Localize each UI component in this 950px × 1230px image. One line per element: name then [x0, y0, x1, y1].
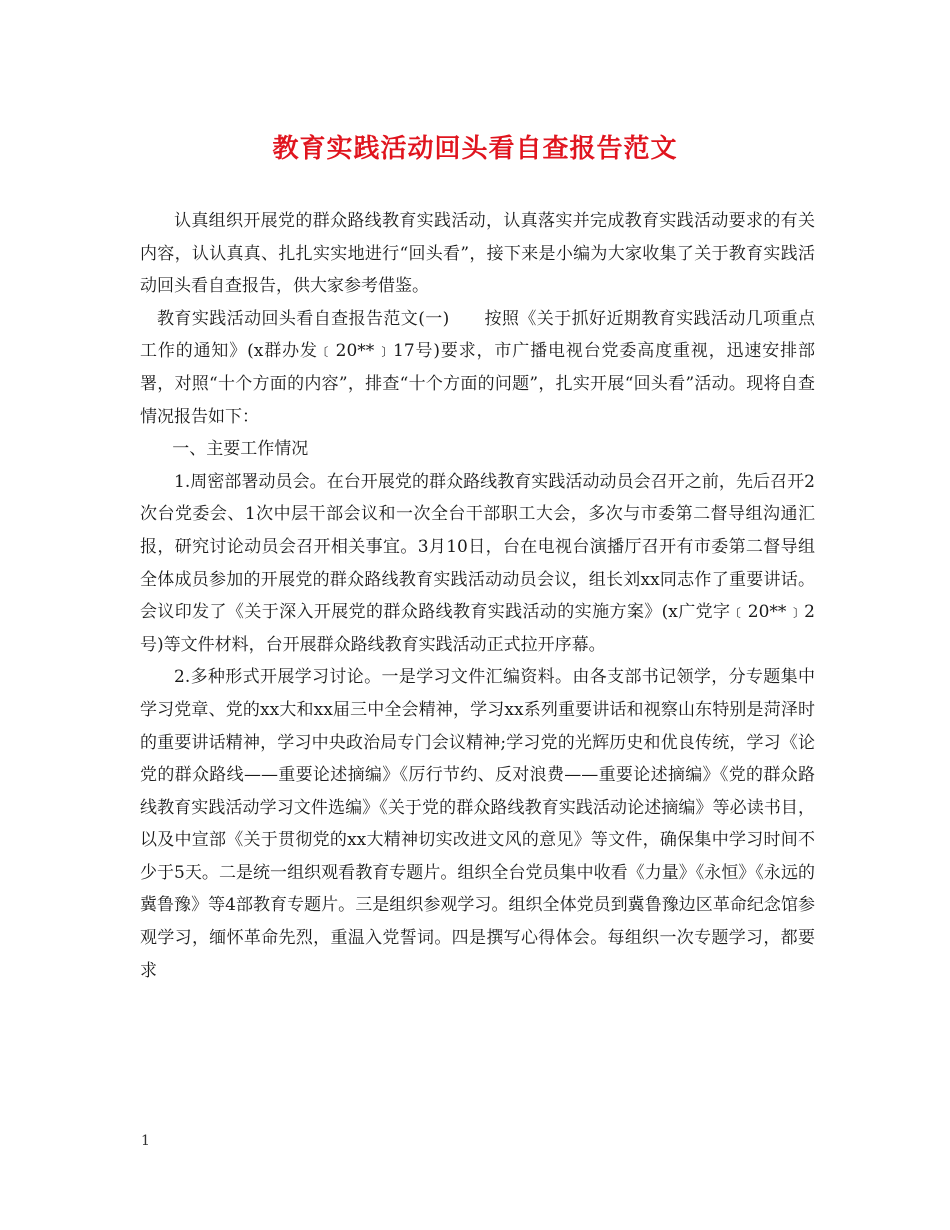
page-number: 1: [141, 1133, 150, 1149]
body-paragraph: 2.多种形式开展学习讨论。一是学习文件汇编资料。由各支部书记领学，分专题集中学习党章、党的xx大和xx届三中全会精神，学习xx系列重要讲话和视察山东特别是菏泽时的重要讲话精神，学习中央政治局专门会议精神;学习党的光辉历史和优良传统，学习《论党的群众路线——重要论述摘编》《厉行节约、反对浪费——重要论述摘编》《党的群众路线教育实践活动学习文件选编》《关于党的群众路线教育实践活动论述摘编》等必读书目，以及中宣部《关于贯彻党的xx大精神切实改进文风的意见》等文件，确保集中学习时间不少于5天。二是统一组织观看教育专题片。组织全台党员集中收看《力量》《永恒》《永远的冀鲁豫》等4部教育专题片。三是组织参观学习。组织全体党员到冀鲁豫边区革命纪念馆参观学习，缅怀革命先烈，重温入党誓词。四是撰写心得体会。每组织一次专题学习，都要求: [140, 667, 815, 981]
document-title: 教育实践活动回头看自查报告范文: [272, 134, 678, 164]
intro-paragraph: 认真组织开展党的群众路线教育实践活动，认真落实并完成教育实践活动要求的有关内容，认认真真、扎扎实实地进行“回头看”，接下来是小编为大家收集了关于教育实践活动回头看自查报告，供大家参考借鉴。: [140, 211, 815, 297]
document-body: [140, 205, 815, 987]
body-paragraph: 1.周密部署动员会。在台开展党的群众路线教育实践活动动员会召开之前，先后召开2次台党委会、1次中层干部会议和一次全台干部职工大会，多次与市委第二督导组沟通汇报，研究讨论动员会召开相关事宜。3月10日，台在电视台演播厅召开有市委第二督导组全体成员参加的开展党的群众路线教育实践活动动员会议，组长刘xx同志作了重要讲话。会议印发了《关于深入开展党的群众路线教育实践活动的实施方案》(x广党字﹝20**﹞2号)等文件材料，台开展群众路线教育实践活动正式拉开序幕。: [140, 471, 815, 655]
section-heading: 一、主要工作情况: [172, 439, 309, 460]
report-intro-paragraph: 教育实践活动回头看自查报告范文(一) 按照《关于抓好近期教育实践活动几项重点工作的通知》(x群办发﹝20**﹞17号)要求，市广播电视台党委高度重视，迅速安排部署，对照“十个方面的内容”，排查“十个方面的问题”，扎实开展“回头看”活动。现将自查情况报告如下：: [140, 308, 815, 427]
